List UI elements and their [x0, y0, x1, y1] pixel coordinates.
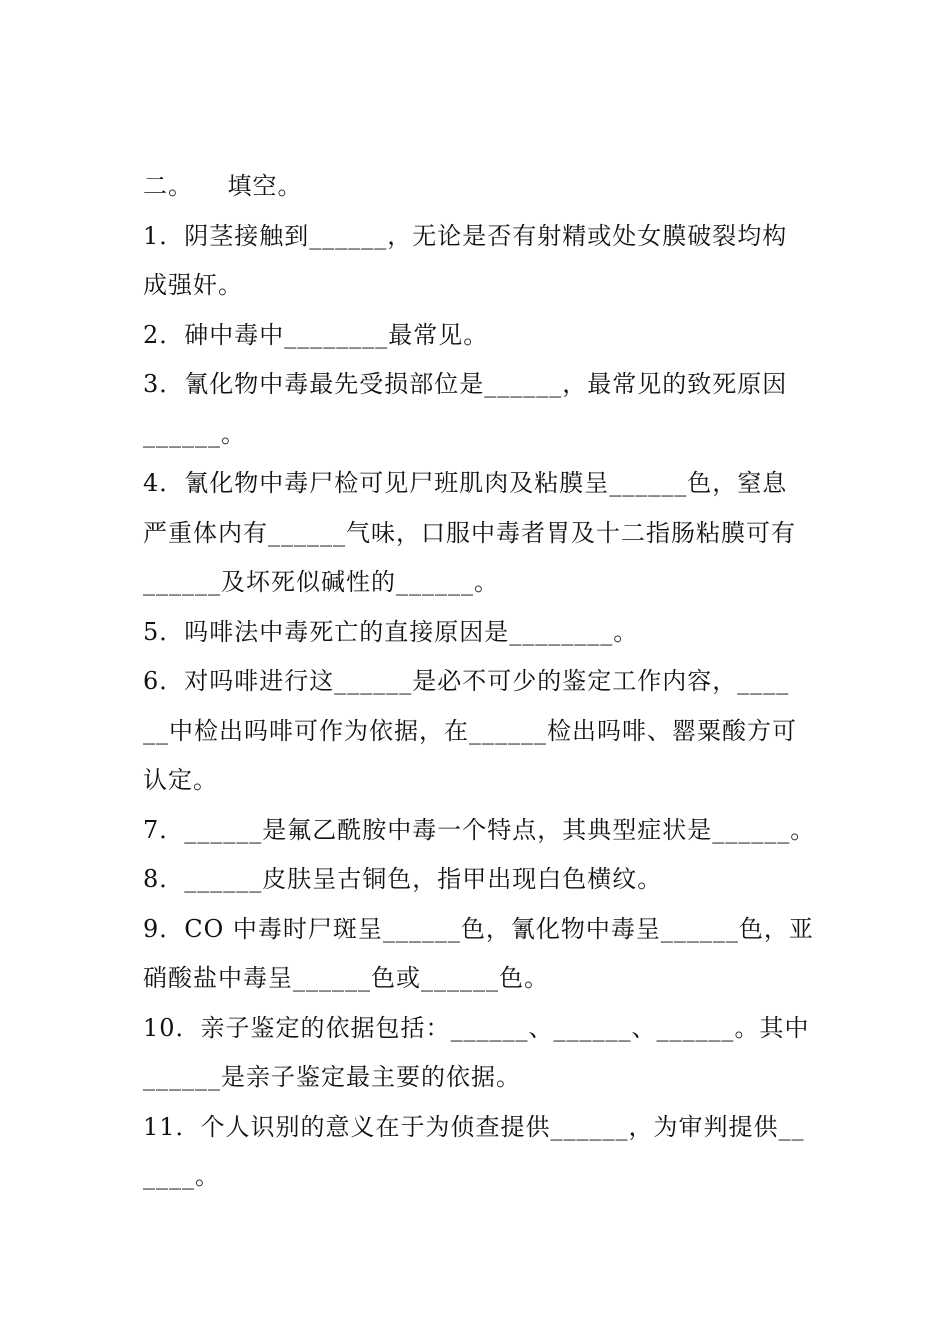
text-line: 成强奸。 — [143, 271, 243, 299]
text-line: 6．对吗啡进行这______是必不可少的鉴定工作内容，____ — [143, 667, 790, 695]
text-line: 11．个人识别的意义在于为侦查提供______，为审判提供__ — [143, 1112, 805, 1141]
document-body — [143, 162, 823, 1202]
text-line: 8．______皮肤呈古铜色，指甲出现白色横纹。 — [143, 865, 663, 893]
text-line: 认定。 — [143, 766, 218, 794]
text-line: 4．氰化物中毒尸检可见尸班肌肉及粘膜呈______色，窒息 — [143, 469, 788, 497]
text-line: ______及坏死似碱性的______。 — [143, 568, 499, 596]
text-line: 硝酸盐中毒呈______色或______色。 — [143, 964, 549, 992]
text-line: 1．阴茎接触到______，无论是否有射精或处女膜破裂均构 — [143, 221, 788, 250]
text-line: 5．吗啡法中毒死亡的直接原因是________。 — [143, 617, 639, 646]
section-heading: 二。 填空。 — [143, 172, 303, 200]
text-line: 9．CO 中毒时尸斑呈______色，氰化物中毒呈______色，亚 — [143, 914, 814, 943]
text-line: 7．______是氟乙酰胺中毒一个特点，其典型症状是______。 — [143, 815, 816, 844]
text-line: ______。 — [143, 419, 246, 448]
text-line: ______是亲子鉴定最主要的依据。 — [143, 1063, 521, 1091]
text-line: __中检出吗啡可作为依据，在______检出吗啡、罂粟酸方可 — [143, 716, 797, 745]
text-line: 2．砷中毒中________最常见。 — [143, 320, 489, 349]
text-line: 10．亲子鉴定的依据包括：______、______、______。其中 — [143, 1013, 810, 1042]
text-line: 3．氰化物中毒最先受损部位是______，最常见的致死原因 — [143, 370, 788, 398]
text-line: 严重体内有______气味，口服中毒者胃及十二指肠粘膜可有 — [143, 518, 796, 547]
text-line: ____。 — [143, 1162, 220, 1190]
